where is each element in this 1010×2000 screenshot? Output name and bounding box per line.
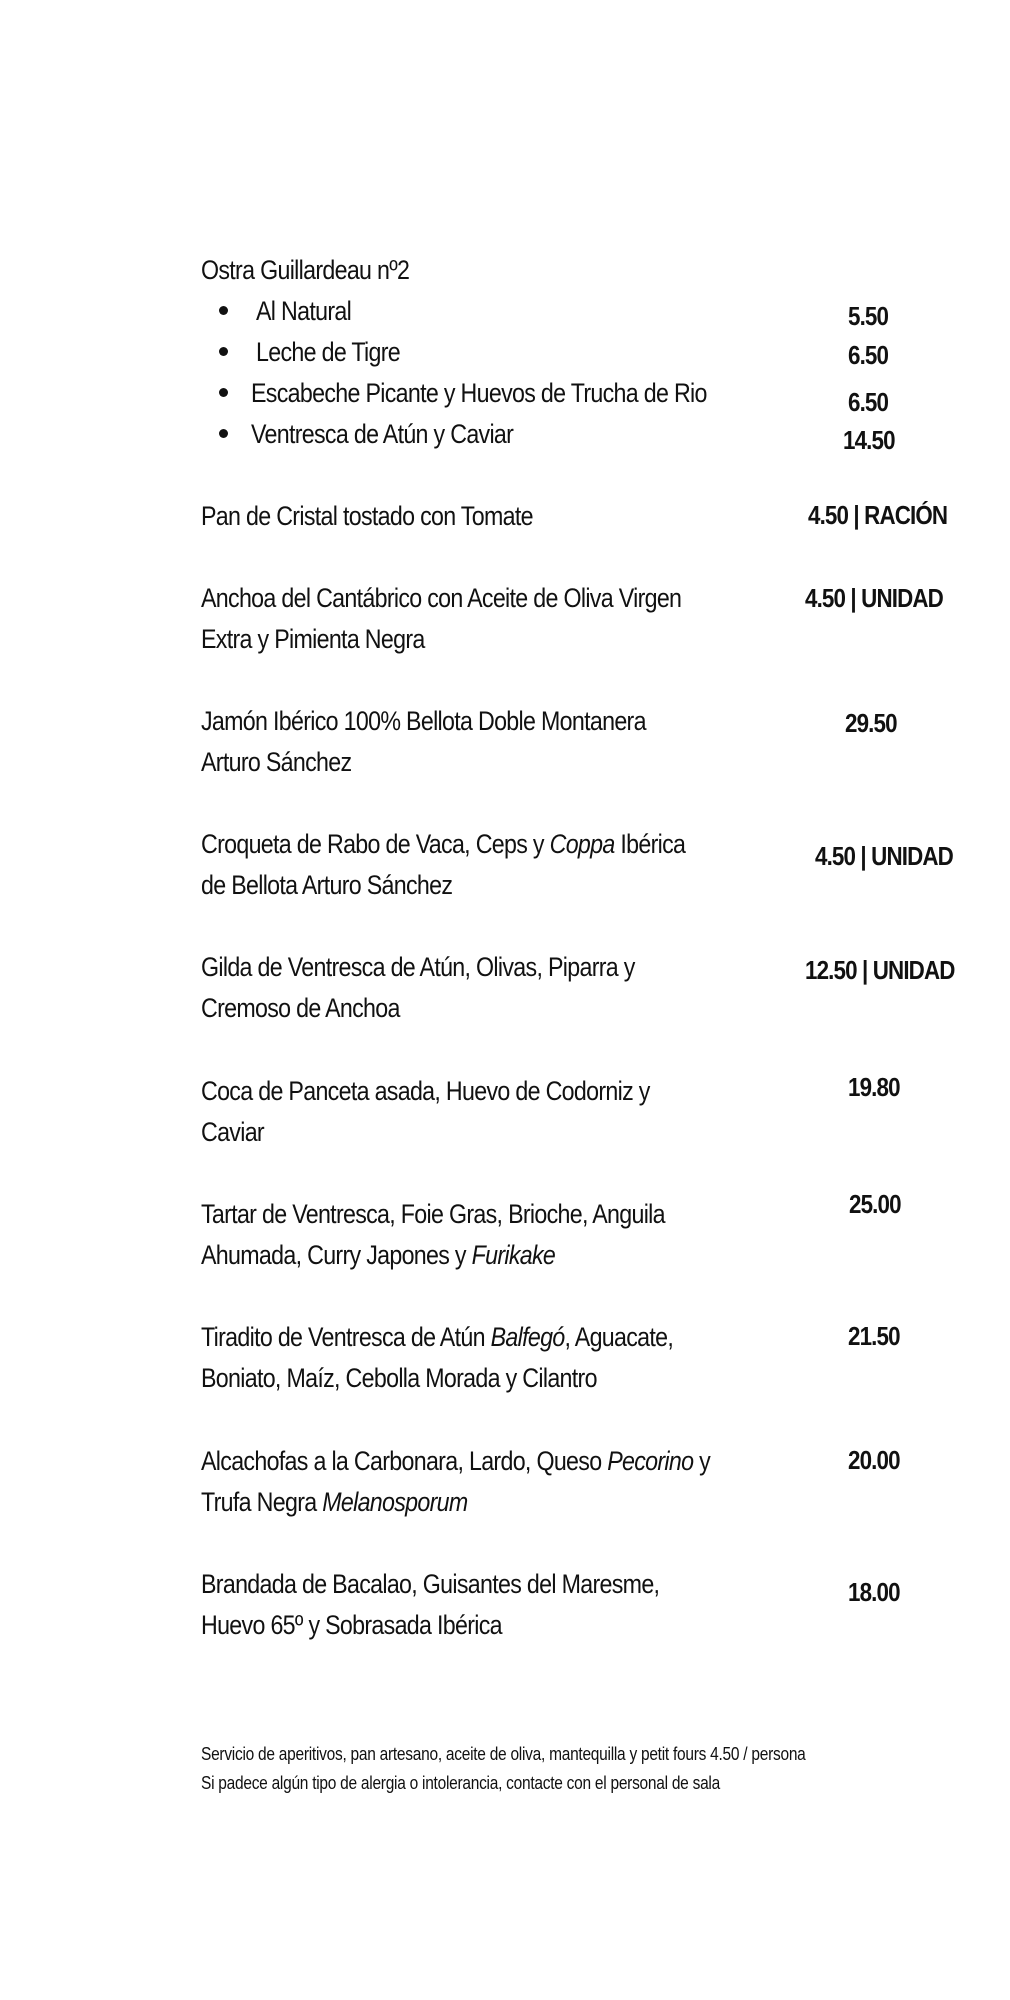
oyster-option-price: 5.50 xyxy=(848,301,889,331)
menu-item-line: Boniato, Maíz, Cebolla Morada y Cilantro xyxy=(201,1363,597,1393)
menu-item-line: Brandada de Bacalao, Guisantes del Maresme, xyxy=(201,1569,660,1599)
menu-item-price: 12.50 | UNIDAD xyxy=(805,955,955,985)
menu-item-line: y xyxy=(693,1446,711,1476)
menu-item-name xyxy=(201,578,682,660)
menu-item-name xyxy=(201,496,648,537)
menu-item-line: Ibérica xyxy=(614,829,686,859)
menu-item-line: Croqueta de Rabo de Vaca, Ceps y xyxy=(201,829,550,859)
menu-item-line: Tartar de Ventresca, Foie Gras, Brioche, Anguila xyxy=(201,1199,665,1229)
menu-item-price: 29.50 xyxy=(845,708,897,738)
menu-item-line: Cremoso de Anchoa xyxy=(201,993,400,1023)
bullet-icon xyxy=(219,388,228,397)
menu-item-name xyxy=(201,1194,665,1276)
menu-item-name xyxy=(201,947,648,1029)
menu-item-line: Pan de Cristal tostado con Tomate xyxy=(201,501,533,531)
menu-item-price: 20.00 xyxy=(848,1445,900,1475)
bullet-icon xyxy=(219,347,228,356)
menu-item-price: 18.00 xyxy=(848,1577,900,1607)
oyster-option-name: Escabeche Picante y Huevos de Trucha de Rio xyxy=(251,378,707,408)
menu-item-price: 21.50 xyxy=(848,1321,900,1351)
menu-item-price: 25.00 xyxy=(849,1189,901,1219)
oyster-option-name: Al Natural xyxy=(256,296,352,326)
menu-item-italic: Pecorino xyxy=(607,1446,694,1476)
menu-item-name xyxy=(201,824,686,906)
bullet-icon xyxy=(219,306,228,315)
bullet-icon xyxy=(219,429,228,438)
menu-item-name xyxy=(201,1317,674,1399)
menu-item-line: Arturo Sánchez xyxy=(201,747,352,777)
menu-item-line: Tiradito de Ventresca de Atún xyxy=(201,1322,491,1352)
oyster-option-price: 14.50 xyxy=(843,425,895,455)
menu-item-line: Huevo 65º y Sobrasada Ibérica xyxy=(201,1610,502,1640)
menu-item-line: Extra y Pimienta Negra xyxy=(201,624,425,654)
oyster-option-name: Ventresca de Atún y Caviar xyxy=(251,419,514,449)
oyster-option-price: 6.50 xyxy=(848,340,889,370)
menu-item-name xyxy=(201,701,648,783)
menu-item-line: Trufa Negra xyxy=(201,1487,323,1517)
menu-item-price: 4.50 | UNIDAD xyxy=(805,583,943,613)
menu-item-line: Gilda de Ventresca de Atún, Olivas, Piparra y xyxy=(201,952,635,982)
menu-item-italic: Balfegó xyxy=(490,1322,565,1352)
oyster-option-name: Leche de Tigre xyxy=(256,337,400,367)
menu-item-name xyxy=(201,1441,711,1523)
menu-item-line: de Bellota Arturo Sánchez xyxy=(201,870,453,900)
footer-service-note: Servicio de aperitivos, pan artesano, aceite de oliva, mantequilla y petit fours 4.50 / persona xyxy=(201,1744,806,1764)
menu-item-price: 19.80 xyxy=(848,1072,900,1102)
oyster-option-price: 6.50 xyxy=(848,387,889,417)
menu-item-line: , Aguacate, xyxy=(564,1322,674,1352)
menu-item-italic: Furikake xyxy=(471,1240,556,1270)
menu-item-name xyxy=(201,1071,648,1153)
menu-item-line: Ahumada, Curry Japones y xyxy=(201,1240,472,1270)
menu-item-italic: Melanosporum xyxy=(322,1487,468,1517)
menu-item-line: Caviar xyxy=(201,1117,264,1147)
menu-item-line: Coca de Panceta asada, Huevo de Codorniz y xyxy=(201,1076,650,1106)
oyster-title: Ostra Guillardeau nº2 xyxy=(201,255,410,285)
menu-item-line: Anchoa del Cantábrico con Aceite de Oliva Virgen xyxy=(201,583,682,613)
menu-item-line: Jamón Ibérico 100% Bellota Doble Montanera xyxy=(201,706,646,736)
footer-allergy-note: Si padece algún tipo de alergia o intolerancia, contacte con el personal de sala xyxy=(201,1773,720,1793)
menu-item-price: 4.50 | RACIÓN xyxy=(808,500,948,530)
menu-item-price: 4.50 | UNIDAD xyxy=(815,841,953,871)
menu-item-line: Alcachofas a la Carbonara, Lardo, Queso xyxy=(201,1446,608,1476)
menu-item-italic: Coppa xyxy=(549,829,615,859)
menu-item-name xyxy=(201,1564,660,1646)
